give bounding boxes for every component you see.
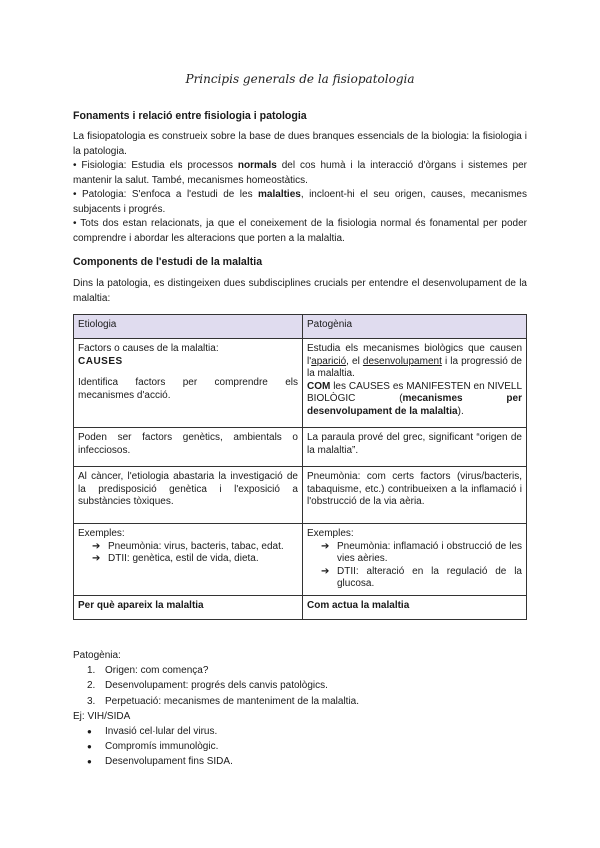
patogenia-label: Patogènia: [73,650,121,661]
list-item: 1. Origen: com comença? [87,665,209,677]
list-item: 3. Perpetuació: mecanismes de manteniment de la malaltia. [87,695,360,707]
list-item: ● Desenvolupament fins SIDA. [87,754,527,769]
table-cell: Al càncer, l'etiologia abastaria la investigació de la predisposició genètica i l'exposició a substàncies tòxiques. [74,467,303,524]
table-header-row [74,315,527,339]
list-item: 2. Desenvolupament: progrés dels canvis patològics. [87,680,328,692]
section1-intro: La fisiopatologia es construeix sobre la base de dues branques essencials de la biologia: la fisiologia i la patologia. [73,131,527,157]
table-row [74,467,527,524]
list-item: ● Compromís immunològic. [87,739,527,754]
list-item: ➔ Pneumònia: inflamació i obstrucció de les vies aèries. [321,541,522,566]
table-cell: Exemples: ➔ Pneumònia: inflamació i obstrucció de les vies aèries. ➔ DTII: alteració en la regulació de la glucosa. [303,524,527,596]
section1-bullet-relacio: • Tots dos estan relacionats, ja que el coneixement de la fisiologia normal és fonamental per poder comprendre i abordar les alteracions que porten a la malaltia. [73,218,527,244]
list-item: ➔ DTII: genètica, estil de vida, dieta. [92,553,298,566]
list-item: ➔ Pneumònia: virus, bacteris, tabac, edat. [92,541,298,554]
table-cell: Estudia els mecanismes biològics que causen l'aparició, el desenvolupament i la progressió de la malaltia. COM les CAUSES es MANIFESTEN en NIVELL BIOLÒGIC (mecanismes per desenvolupament de la malaltia). [303,339,527,428]
section-heading-components: Components de l'estudi de la malaltia [73,256,263,268]
patogenia-list [73,663,527,709]
table-cell: Factors o causes de la malaltia: CAUSES Identifica factors per comprendre els mecanismes d'acció. [74,339,303,428]
document-title: Principis generals de la fisiopatologia [185,72,415,86]
table-header-patogenia: Patogènia [303,315,527,339]
etiologia-examples-list [78,541,298,566]
table-row [74,595,527,619]
example-list [73,724,527,770]
section1-bullet-patologia: • Patologia: S'enfoca a l'estudi de les malalties, incloent-hi el seu origen, causes, mecanismes subjacents i progrés. [73,189,527,215]
section2-intro: Dins la patologia, es distingeixen dues subdisciplines crucials per entendre el desenvolupament de la malaltia: [73,278,527,304]
table-cell: Poden ser factors genètics, ambientals o infecciosos. [74,428,303,467]
list-item: ● Invasió cel·lular del virus. [87,724,527,739]
table-row [74,524,527,596]
table-cell: La paraula prové del grec, significant “origen de la malaltia”. [303,428,527,467]
table-row [74,339,527,428]
example-label: Ej: VIH/SIDA [73,710,131,722]
section1-bullet-fisiologia: • Fisiologia: Estudia els processos normals del cos humà i la interacció d'òrgans i sistemes per mantenir la salut. També, mecanismes homeostàtics. [73,160,527,186]
list-item: ➔ DTII: alteració en la regulació de la glucosa. [321,566,522,591]
table-header-etiologia: Etiologia [74,315,303,339]
section-heading-fonaments: Fonaments i relació entre fisiologia i patologia [73,110,307,122]
table-row [74,428,527,467]
table-cell: Pneumònia: com certs factors (virus/bacteris, tabaquisme, etc.) contribueixen a la inflamació i l'obstrucció de la via aèria. [303,467,527,524]
table-cell: Per què apareix la malaltia [74,595,303,619]
patogenia-section [73,648,527,770]
comparison-table [73,314,527,620]
table-cell: Com actua la malaltia [303,595,527,619]
patogenia-examples-list [307,541,522,591]
table-cell: Exemples: ➔ Pneumònia: virus, bacteris, tabac, edat. ➔ DTII: genètica, estil de vida, dieta. [74,524,303,596]
